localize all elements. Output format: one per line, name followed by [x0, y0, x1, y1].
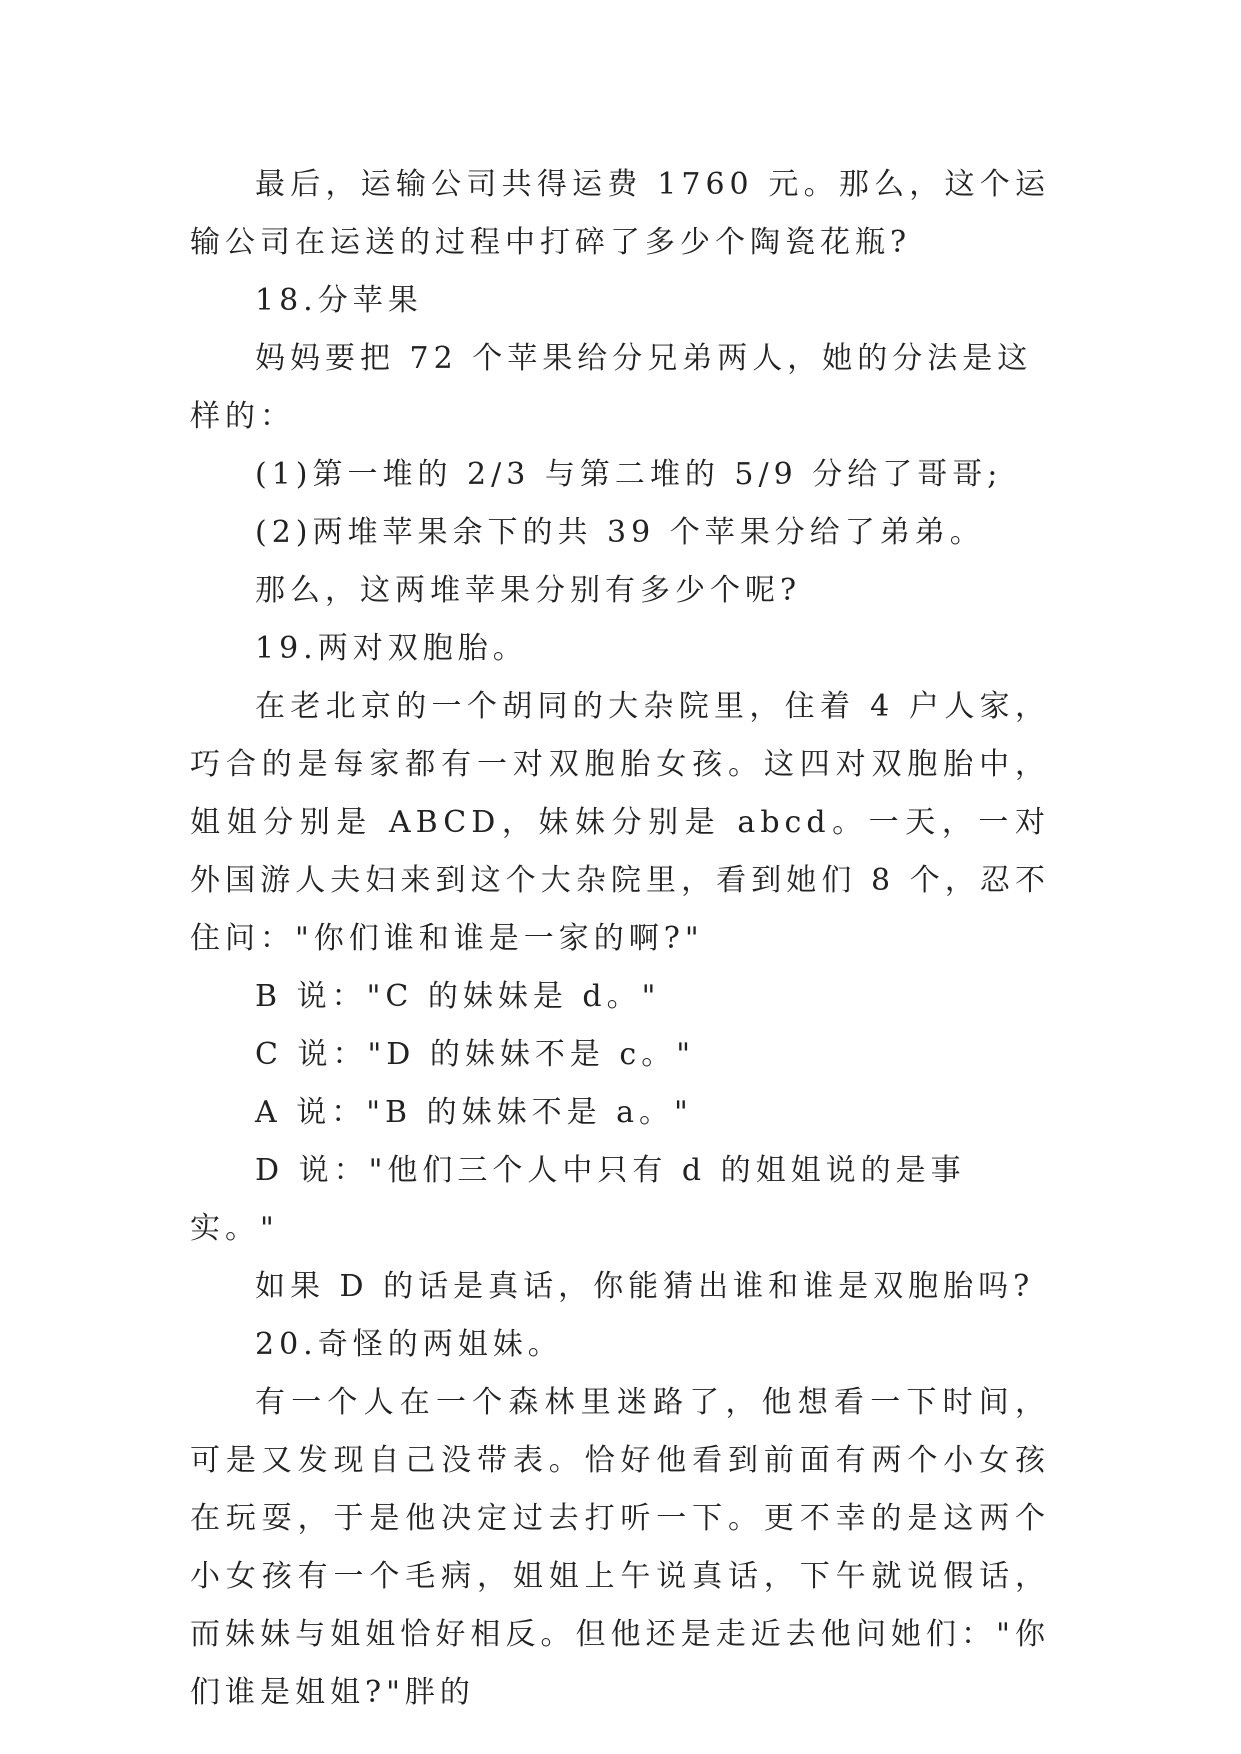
document-body	[190, 156, 1050, 1722]
paragraph-apples-rule-1: (1)第一堆的 2/3 与第二堆的 5/9 分给了哥哥;	[255, 457, 1003, 492]
paragraph-d-statement: D 说："他们三个人中只有 d 的姐姐说的是事实。"	[190, 1153, 966, 1246]
paragraph-sisters-story: 有一个人在一个森林里迷路了，他想看一下时间，可是又发现自己没带表。恰好他看到前面有两个小女孩在玩耍，于是他决定过去打听一下。更不幸的是这两个 小女孩有一个毛病，姐姐上午说真话，下午就说假话，而妹妹与姐姐恰好相反。但他还是走近去他问她们："你们谁是姐姐?"胖的	[190, 1385, 1050, 1710]
heading-problem-19: 19.两对双胞胎。	[255, 631, 528, 666]
paragraph-apples-intro: 妈妈要把 72 个苹果给分兄弟两人，她的分法是这样的：	[190, 341, 1033, 434]
paragraph-a-statement: A 说："B 的妹妹不是 a。"	[255, 1095, 693, 1130]
paragraph-twins-story: 在老北京的一个胡同的大杂院里，住着 4 户人家，巧合的是每家都有一对双胞胎女孩。这四对双胞胎中，姐姐分别是 ABCD，妹妹分别是 abcd。一天，一对外国游人夫妇来到这个大杂院里，看到她们 8 个，忍不住问："你们谁和谁是一家的啊?"	[190, 689, 1050, 956]
heading-problem-18: 18.分苹果	[255, 283, 423, 318]
paragraph-apples-rule-2: (2)两堆苹果余下的共 39 个苹果分给了弟弟。	[255, 515, 985, 550]
paragraph-c-statement: C 说："D 的妹妹不是 c。"	[255, 1037, 696, 1072]
paragraph-b-statement: B 说："C 的妹妹是 d。"	[255, 979, 661, 1014]
paragraph-apples-question: 那么，这两堆苹果分别有多少个呢?	[255, 573, 802, 608]
paragraph-transport-question: 最后，运输公司共得运费 1760 元。那么，这个运输公司在运送的过程中打碎了多少个陶瓷花瓶?	[190, 167, 1050, 260]
heading-problem-20: 20.奇怪的两姐妹。	[255, 1327, 563, 1362]
paragraph-twins-question: 如果 D 的话是真话，你能猜出谁和谁是双胞胎吗?	[255, 1269, 1035, 1304]
